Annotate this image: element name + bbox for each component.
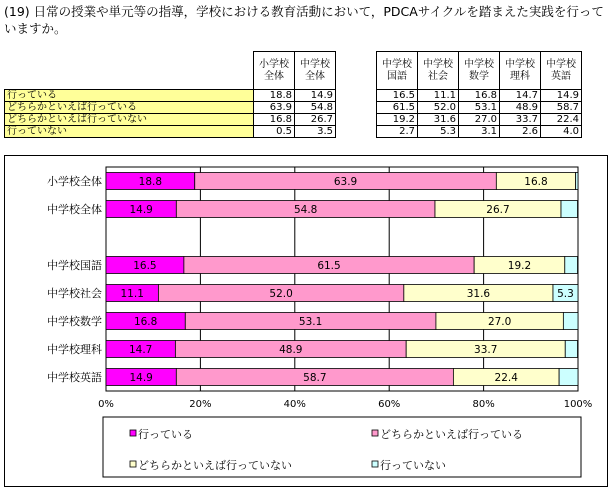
category-label: 小学校全体 [47, 175, 102, 188]
data-label: 18.8 [138, 176, 163, 188]
data-label: 16.5 [133, 260, 157, 272]
legend-swatch [130, 461, 136, 467]
row-label: 行っている [5, 90, 254, 102]
bar-segment [565, 341, 577, 358]
bar-segment [565, 257, 578, 274]
legend-label: どちらかといえば行っていない [138, 459, 292, 472]
table-cell: 19.2 [377, 114, 418, 126]
header-text: 中学校 英語 [546, 58, 576, 82]
question-text: (19) 日常の授業や単元等の指導，学校における教育活動において，PDCAサイクルを踏まえた実践を行っていますか。 [4, 4, 604, 36]
table-cell: 16.5 [377, 90, 418, 102]
legend-label: 行っていない [380, 459, 446, 472]
table-cell: 63.9 [254, 102, 295, 114]
data-label: 53.1 [298, 316, 323, 328]
table-cell: 16.8 [254, 114, 295, 126]
header-text: 中学校 全体 [300, 58, 330, 82]
data-label: 22.4 [494, 372, 518, 384]
table-cell: 3.1 [459, 126, 500, 138]
data-label: 11.1 [120, 288, 144, 300]
x-tick-label: 20% [189, 399, 212, 410]
table-cell: 53.1 [459, 102, 500, 114]
legend-label: 行っている [138, 428, 193, 441]
table-cell: 33.7 [500, 114, 541, 126]
data-label: 52.0 [269, 288, 293, 300]
data-label: 16.8 [524, 176, 548, 188]
table-cell: 16.8 [459, 90, 500, 102]
header-text: 中学校 数学 [464, 58, 494, 82]
table-cell: 31.6 [418, 114, 459, 126]
bar-segment [563, 313, 578, 330]
category-label: 中学校理科 [47, 343, 102, 356]
data-label: 14.7 [128, 344, 153, 356]
table-cell: 14.9 [541, 90, 582, 102]
data-label: 54.8 [293, 204, 318, 216]
data-label: 16.8 [133, 316, 158, 328]
table-cell: 14.9 [295, 90, 336, 102]
data-label: 31.6 [466, 288, 491, 300]
legend-swatch [372, 430, 378, 436]
data-label: 61.5 [317, 260, 341, 272]
table-cell: 48.9 [500, 102, 541, 114]
table-cell: 22.4 [541, 114, 582, 126]
table-cell: 58.7 [541, 102, 582, 114]
data-label: 63.9 [333, 176, 358, 188]
table-cell: 0.5 [254, 126, 295, 138]
row-label: 行っていない [5, 126, 254, 138]
bar-segment [561, 201, 578, 218]
table-cell: 2.6 [500, 126, 541, 138]
table-cell: 5.3 [418, 126, 459, 138]
legend-label: どちらかといえば行っている [380, 428, 523, 441]
bar-segment [576, 173, 578, 190]
data-label: 14.9 [129, 204, 153, 216]
category-label: 中学校国語 [47, 259, 102, 272]
x-tick-label: 60% [378, 399, 401, 410]
table-cell: 54.8 [295, 102, 336, 114]
table-cell: 52.0 [418, 102, 459, 114]
table-cell: 61.5 [377, 102, 418, 114]
table-cell: 18.8 [254, 90, 295, 102]
x-tick-label: 100% [563, 399, 593, 410]
table-cell: 3.5 [295, 126, 336, 138]
x-tick-label: 0% [98, 399, 114, 410]
header-text: 中学校 社会 [423, 58, 453, 82]
table-cell: 14.7 [500, 90, 541, 102]
data-label: 26.7 [486, 204, 510, 216]
data-label: 19.2 [507, 260, 532, 272]
category-label: 中学校全体 [47, 203, 102, 216]
header-text: 中学校 国語 [382, 58, 412, 82]
table-cell: 4.0 [541, 126, 582, 138]
data-label: 14.9 [129, 372, 153, 384]
data-label: 33.7 [474, 344, 498, 356]
table-cell: 27.0 [459, 114, 500, 126]
category-label: 中学校数学 [47, 315, 102, 328]
header-text: 中学校 理科 [505, 58, 535, 82]
bar-segment [559, 369, 578, 386]
category-label: 中学校英語 [47, 371, 102, 384]
table-cell: 26.7 [295, 114, 336, 126]
data-label: 58.7 [303, 372, 327, 384]
legend-swatch [130, 430, 136, 436]
legend-swatch [372, 461, 378, 467]
row-label: どちらかといえば行っている [5, 102, 254, 114]
data-label: 5.3 [557, 288, 574, 300]
x-tick-label: 80% [472, 399, 495, 410]
header-text: 小学校 全体 [259, 58, 289, 82]
category-label: 中学校社会 [47, 287, 102, 300]
x-tick-label: 40% [283, 399, 306, 410]
table-cell: 11.1 [418, 90, 459, 102]
data-label: 27.0 [487, 316, 512, 328]
row-label: どちらかといえば行っていない [5, 114, 254, 126]
data-label: 48.9 [279, 344, 303, 356]
table-cell: 2.7 [377, 126, 418, 138]
